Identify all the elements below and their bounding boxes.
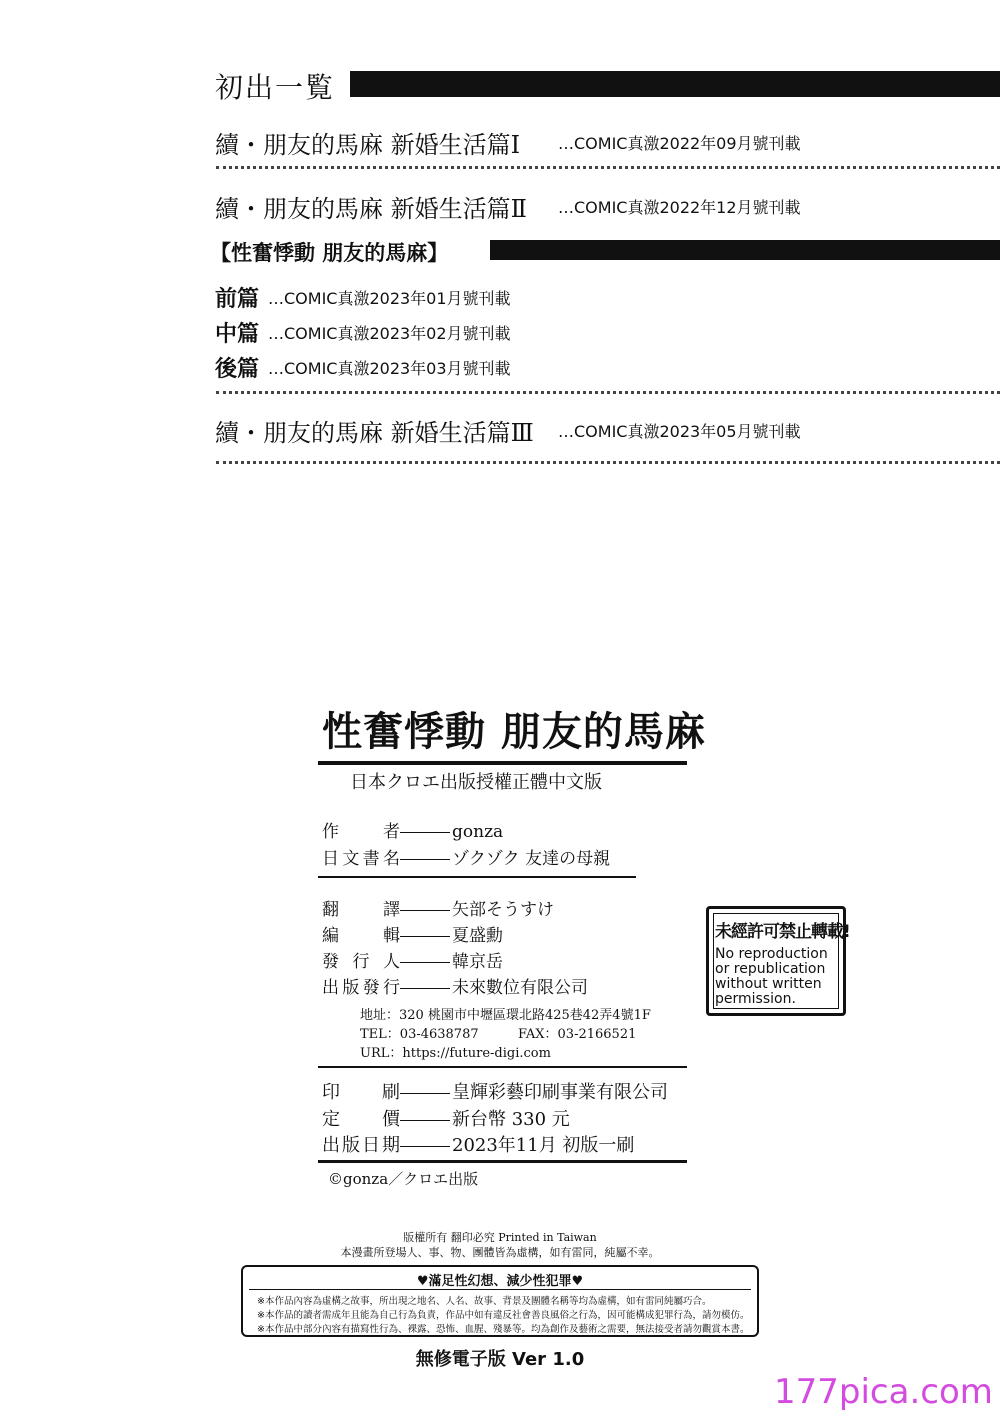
book-title: 性奮悸動 朋友的馬麻 (322, 708, 706, 755)
edition-label: 無修電子版 Ver 1.0 (415, 1349, 585, 1370)
entry-title: 續・朋友的馬麻 新婚生活篇Ⅱ (215, 195, 527, 223)
notice-en: No reproduction or republication without written permission. (715, 946, 828, 1007)
edition-subtitle: 日本クロエ出版授權正體中文版 (350, 772, 602, 793)
fax: FAX：03-2166521 (518, 1027, 637, 1042)
credit-value: 矢部そうすけ (452, 900, 554, 920)
part-source: …COMIC真激2023年02月號刊載 (268, 324, 511, 343)
part-title: 中篇 (215, 321, 260, 347)
warning-line: ※本作品的讀者需成年且能為自己行為負責，作品中如有違反社會善良風俗之行為，因可能構成犯罪行為，請勿模仿。 (257, 1310, 750, 1321)
address: 地址：320 桃園市中壢區環北路425巷42弄4號1F (360, 1008, 651, 1023)
credit-value: ゾクゾク 友達の母親 (452, 849, 611, 869)
credit-row (322, 921, 503, 946)
part-title: 前篇 (215, 286, 260, 312)
part-title: 後篇 (215, 356, 260, 382)
credit-key: 印刷 (322, 1082, 400, 1103)
fiction-line: 本漫畫所登場人、事、物、團體皆為虛構，如有雷同，純屬不幸。 (340, 1246, 660, 1259)
credit-key: 作者 (322, 822, 400, 842)
title-rule (318, 761, 687, 765)
credit-row (322, 973, 588, 998)
rights-line: 版權所有 翻印必究 Printed in Taiwan (403, 1231, 597, 1244)
no-reproduction-notice (706, 906, 850, 1016)
watermark: 177pica.com (774, 1372, 993, 1412)
warning-line: ※本作品中部分內容有描寫性行為、裸露、恐怖、血腥、殘暴等。均為創作及藝術之需要，無法接受者請勿觀賞本書。 (257, 1324, 750, 1335)
divider (318, 1066, 687, 1068)
credit-value: 新台幣 330 元 (452, 1109, 570, 1130)
warning-line: ※本作品內容為虛構之故事，所出現之地名、人名、故事、背景及團體名稱等均為虛構，如有雷同純屬巧合。 (257, 1296, 712, 1307)
part-source: …COMIC真激2023年03月號刊載 (268, 359, 511, 378)
credit-row (322, 895, 554, 920)
warning-title: ♥滿足性幻想、減少性犯罪♥ (416, 1274, 584, 1289)
credit-key: 定價 (322, 1109, 400, 1130)
divider (318, 876, 636, 878)
entry-source: …COMIC真激2022年12月號刊載 (558, 198, 801, 217)
heading-rule (350, 71, 1000, 97)
part-source: …COMIC真激2023年01月號刊載 (268, 289, 511, 308)
section-heading: 【性奮悸動 朋友的馬麻】 (210, 241, 449, 265)
credit-value: 2023年11月 初版一刷 (452, 1135, 635, 1156)
credit-value: 未來數位有限公司 (452, 978, 588, 998)
credit-row (322, 1078, 668, 1104)
credit-row (322, 844, 610, 869)
credit-row (322, 817, 503, 842)
dotted-divider (216, 391, 1000, 394)
credit-key: 編輯 (322, 926, 400, 946)
entry-title: 續・朋友的馬麻 新婚生活篇Ⅲ (215, 419, 534, 447)
reader-warning-box (241, 1265, 759, 1337)
credit-key: 出版日期 (322, 1135, 400, 1156)
credit-row (322, 1105, 570, 1131)
url: URL：https://future-digi.com (360, 1046, 551, 1061)
section-rule (490, 240, 1000, 260)
credit-value: 皇輝彩藝印刷事業有限公司 (452, 1082, 668, 1103)
credit-key: 發行人 (322, 952, 400, 972)
copyright: ©gonza／クロエ出版 (328, 1170, 479, 1188)
credit-row (322, 1131, 634, 1157)
dotted-divider (216, 461, 1000, 464)
credit-value: gonza (452, 822, 504, 842)
entry-source: …COMIC真激2023年05月號刊載 (558, 422, 801, 441)
notice-jp: 未經許可禁止轉載! (715, 922, 850, 942)
credit-key: 出版發行 (322, 978, 400, 998)
credit-key: 日文書名 (322, 849, 400, 869)
tel: TEL：03-4638787 (360, 1027, 479, 1042)
entry-source: …COMIC真激2022年09月號刊載 (558, 134, 801, 153)
credit-row (322, 947, 503, 972)
dotted-divider (216, 166, 1000, 169)
credit-key: 翻譯 (322, 900, 400, 920)
entry-title: 續・朋友的馬麻 新婚生活篇Ⅰ (215, 131, 521, 159)
bottom-rule (318, 1160, 687, 1163)
credit-value: 夏盛勳 (452, 926, 503, 946)
credit-value: 韓京岳 (452, 952, 503, 972)
list-heading: 初出一覧 (215, 71, 336, 104)
